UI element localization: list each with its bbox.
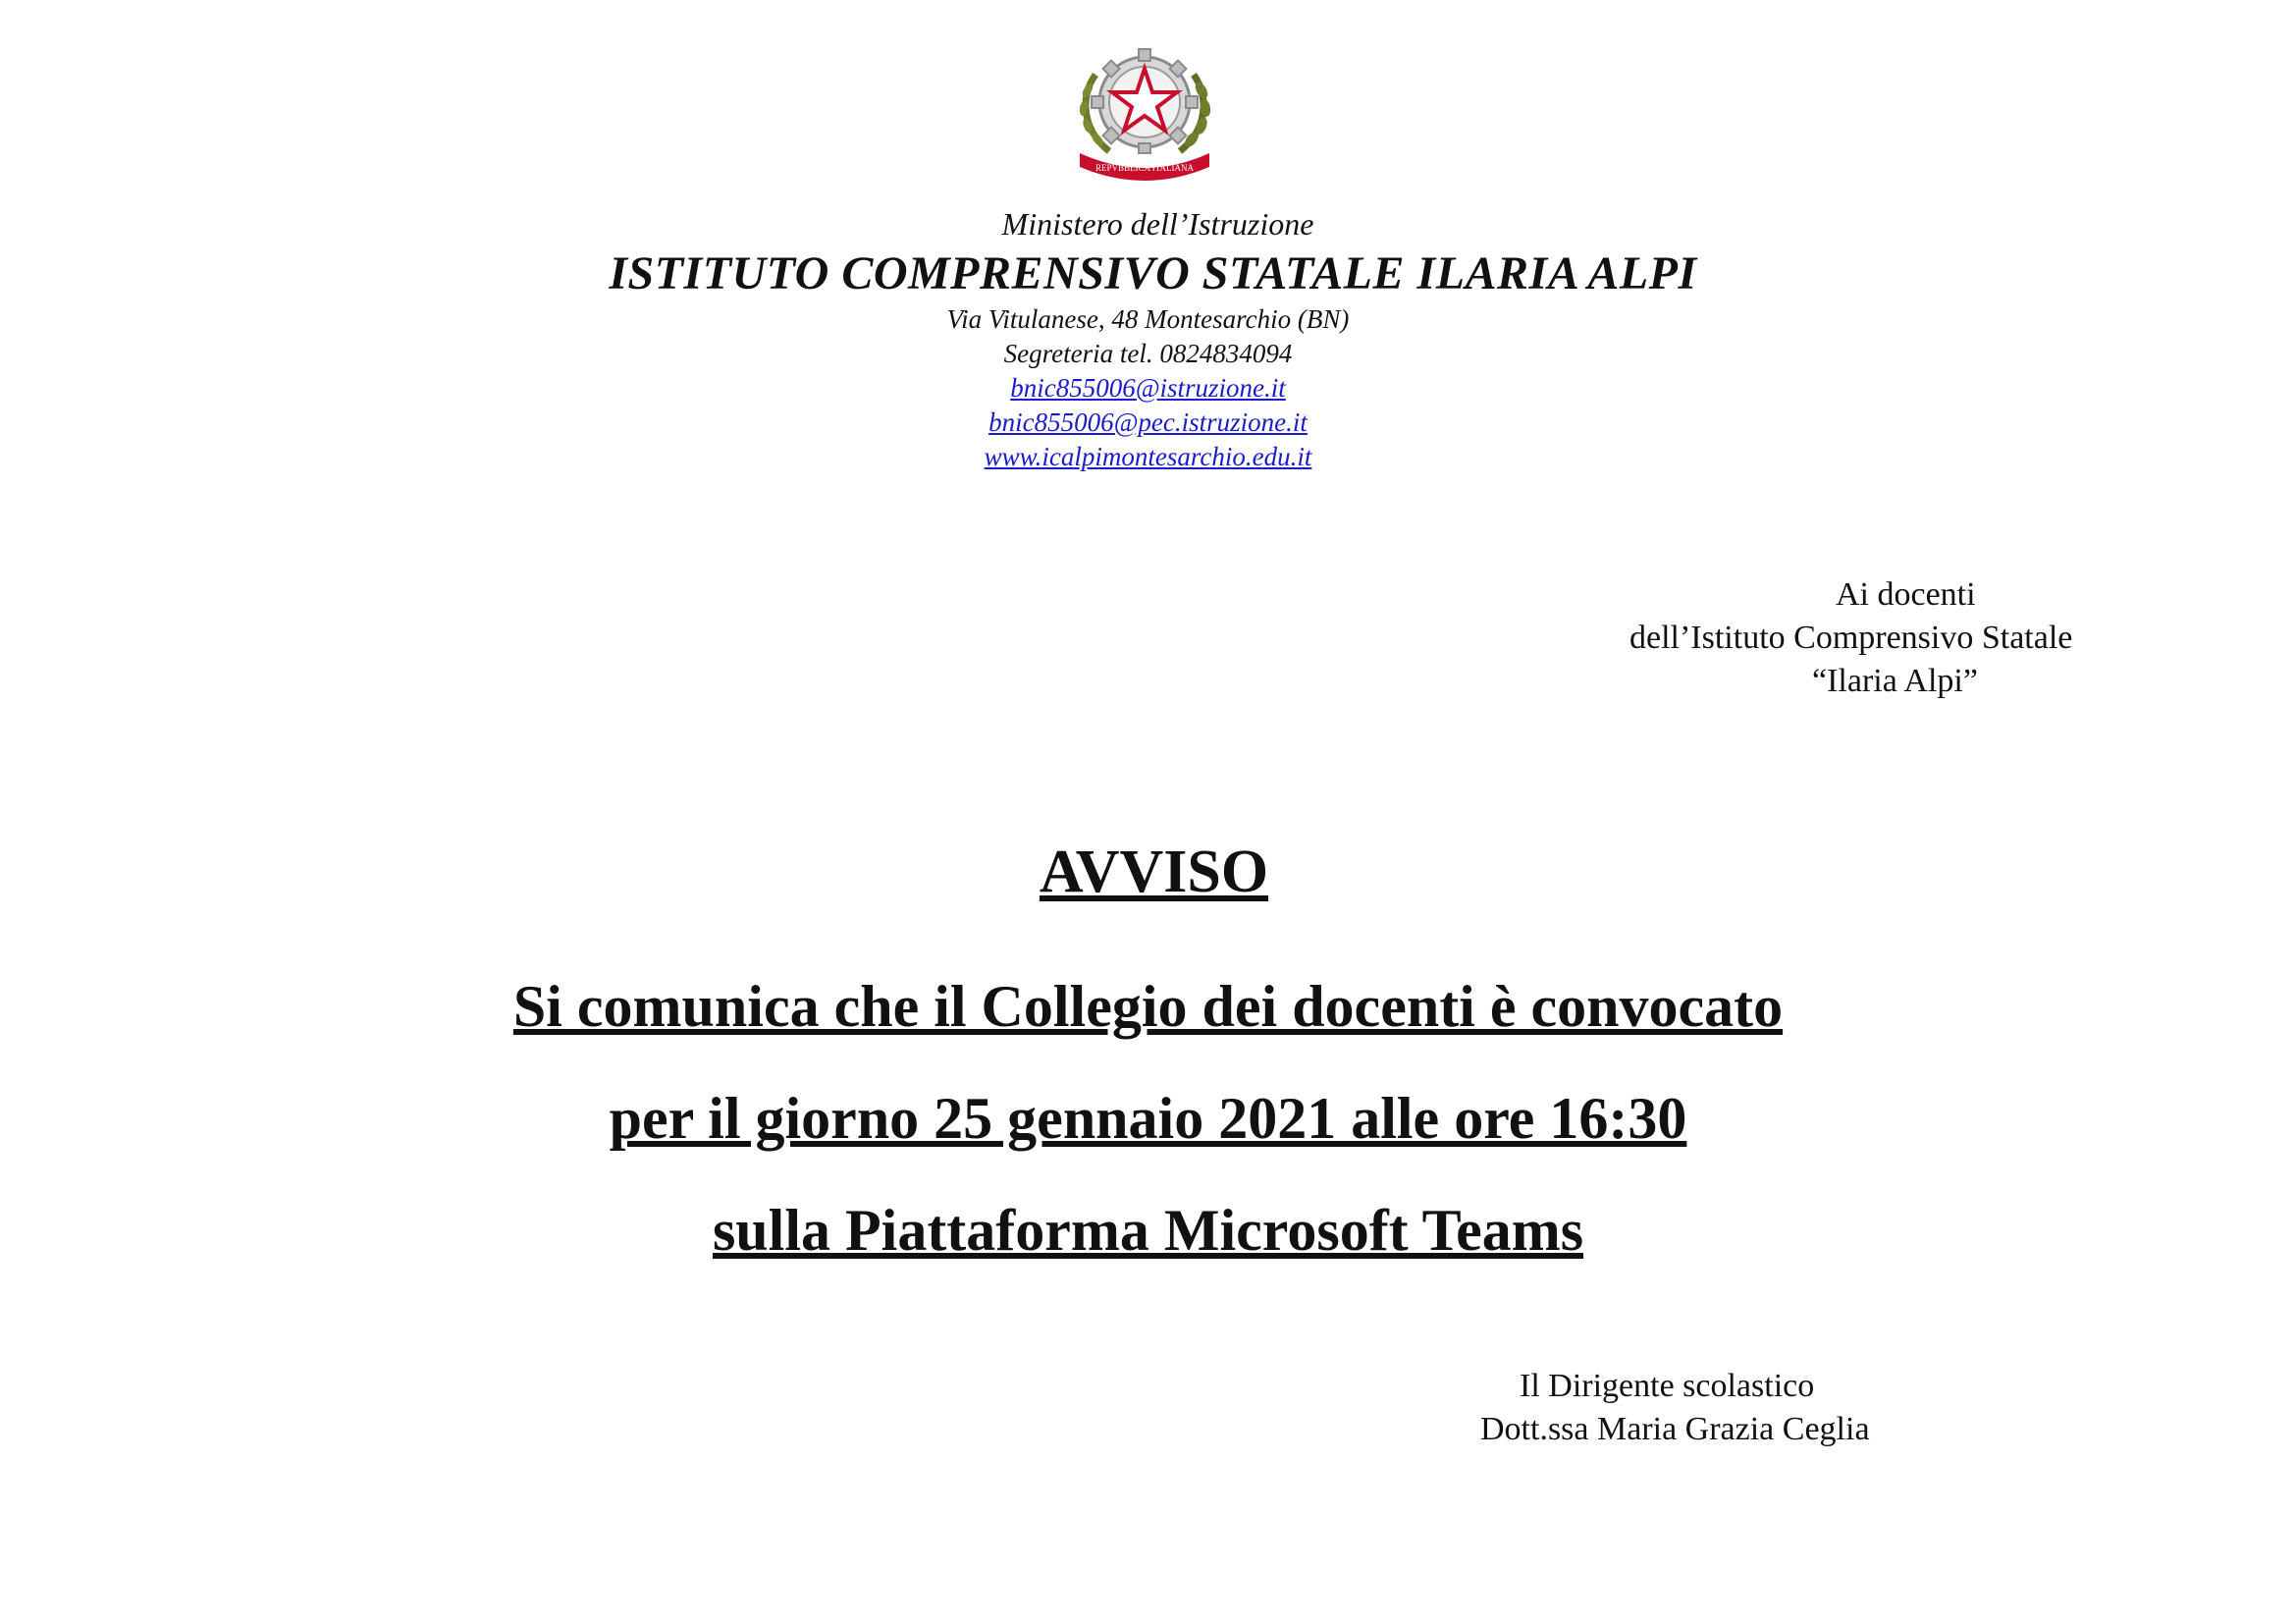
repubblica-italiana-emblem-icon	[1066, 35, 1223, 183]
institute-name: ISTITUTO COMPRENSIVO STATALE ILARIA ALPI	[609, 247, 1697, 299]
notice-title: AVVISO	[1039, 839, 1269, 905]
notice-line: Si comunica che il Collegio dei docenti è convocato	[512, 974, 1784, 1039]
ministry-name: Ministero dell’Istruzione	[1001, 206, 1314, 242]
pec-email-link[interactable]: bnic855006@pec.istruzione.it	[988, 407, 1308, 437]
emblem-ribbon-text: REPVBBLICA ITALIANA	[1095, 163, 1195, 173]
recipients-block	[1571, 573, 2258, 703]
signature-role: Il Dirigente scolastico	[1520, 1368, 1815, 1404]
recipient-line: Ai docenti	[1836, 576, 1976, 613]
recipient-line: “Ilaria Alpi”	[1812, 663, 1978, 699]
notice-block	[0, 837, 2296, 1286]
address: Via Vitulanese, 48 Montesarchio (BN)	[946, 304, 1350, 334]
notice-line: sulla Piattaforma Microsoft Teams	[712, 1198, 1584, 1263]
recipient-line: dell’Istituto Comprensivo Statale	[1629, 620, 2073, 656]
website-link[interactable]: www.icalpimontesarchio.edu.it	[984, 442, 1312, 471]
email-link[interactable]: bnic855006@istruzione.it	[1010, 373, 1286, 403]
signature-name: Dott.ssa Maria Grazia Ceglia	[1480, 1411, 1870, 1447]
notice-line: per il giorno 25 gennaio 2021 alle ore 16:30	[609, 1086, 1687, 1151]
letterhead	[0, 202, 2296, 474]
signature-block	[1480, 1365, 2030, 1451]
phone: Segreteria tel. 0824834094	[1003, 339, 1293, 368]
